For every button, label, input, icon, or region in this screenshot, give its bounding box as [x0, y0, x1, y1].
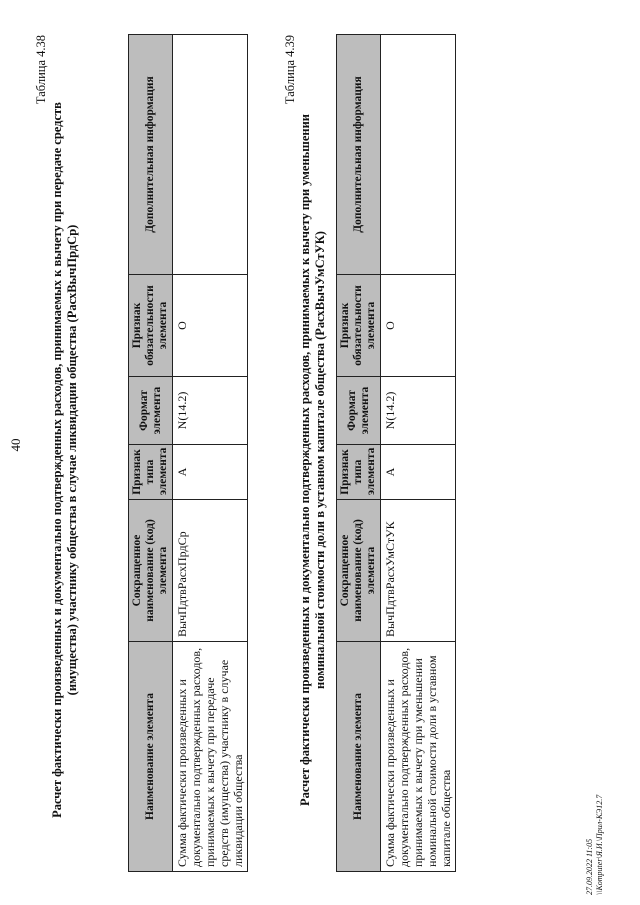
table-row — [173, 35, 248, 872]
header-cell: Дополнительная информация — [337, 35, 381, 275]
header-cell: Сокращенное наименование (код) элемента — [129, 500, 173, 642]
table-label: Таблица 4.38 — [34, 35, 48, 105]
table-cell: О — [173, 275, 248, 377]
header-cell: Признак обязательности элемента — [337, 275, 381, 377]
header-cell: Дополнительная информация — [129, 35, 173, 275]
header-cell: Наименование элемента — [337, 642, 381, 872]
table-cell — [173, 35, 248, 275]
table-cell: А — [173, 445, 248, 500]
footer-stamp — [585, 695, 605, 895]
data-table — [128, 34, 248, 872]
header-cell: Признак типа элемента — [337, 445, 381, 500]
table-label: Таблица 4.39 — [283, 35, 297, 105]
table-cell: Сумма фактически произведенных и документально подтвержденных расходов, принимаемых к вычету при передаче средств (имущества) участнику в случае ликвидации общества — [173, 642, 248, 872]
table-cell: ВычПдтвРасхПрдСр — [173, 500, 248, 642]
header-cell: Наименование элемента — [129, 642, 173, 872]
table-cell — [381, 35, 456, 275]
table-cell: ВычПдтвРасхУмСтУК — [381, 500, 456, 642]
footer-path: \\Komputer\Я.И.\Прил-КЭ12.7 — [595, 794, 604, 895]
header-cell: Признак типа элемента — [129, 445, 173, 500]
table-row — [381, 35, 456, 872]
table-header-row — [129, 35, 173, 872]
table-cell: N(14.2) — [381, 377, 456, 445]
table-caption: Расчет фактически произведенных и документально подтвержденных расходов, принимаемых к вычету при передаче средств (имущества) участнику общества в случае ликвидации общества (РасхВычПрдСр) — [50, 102, 79, 818]
page-number: 40 — [8, 438, 23, 452]
table-header-row — [337, 35, 381, 872]
footer-date: 27.09.2022 11:05 — [585, 838, 594, 895]
header-cell: Признак обязательности элемента — [129, 275, 173, 377]
header-cell: Сокращенное наименование (код) элемента — [337, 500, 381, 642]
header-cell: Формат элемента — [337, 377, 381, 445]
data-table — [336, 34, 456, 872]
table-cell: О — [381, 275, 456, 377]
table-cell: Сумма фактически произведенных и документально подтвержденных расходов, принимаемых к вычету при уменьшении номинальной стоимости доли в уставном капитале общества — [381, 642, 456, 872]
header-cell: Формат элемента — [129, 377, 173, 445]
table-cell: N(14.2) — [173, 377, 248, 445]
table-caption: Расчет фактически произведенных и документально подтвержденных расходов, принимаемых к вычету при уменьшении номинальной стоимости доли в уставном капитале общества (РасхВычУмСтУК) — [298, 114, 327, 806]
table-cell: А — [381, 445, 456, 500]
